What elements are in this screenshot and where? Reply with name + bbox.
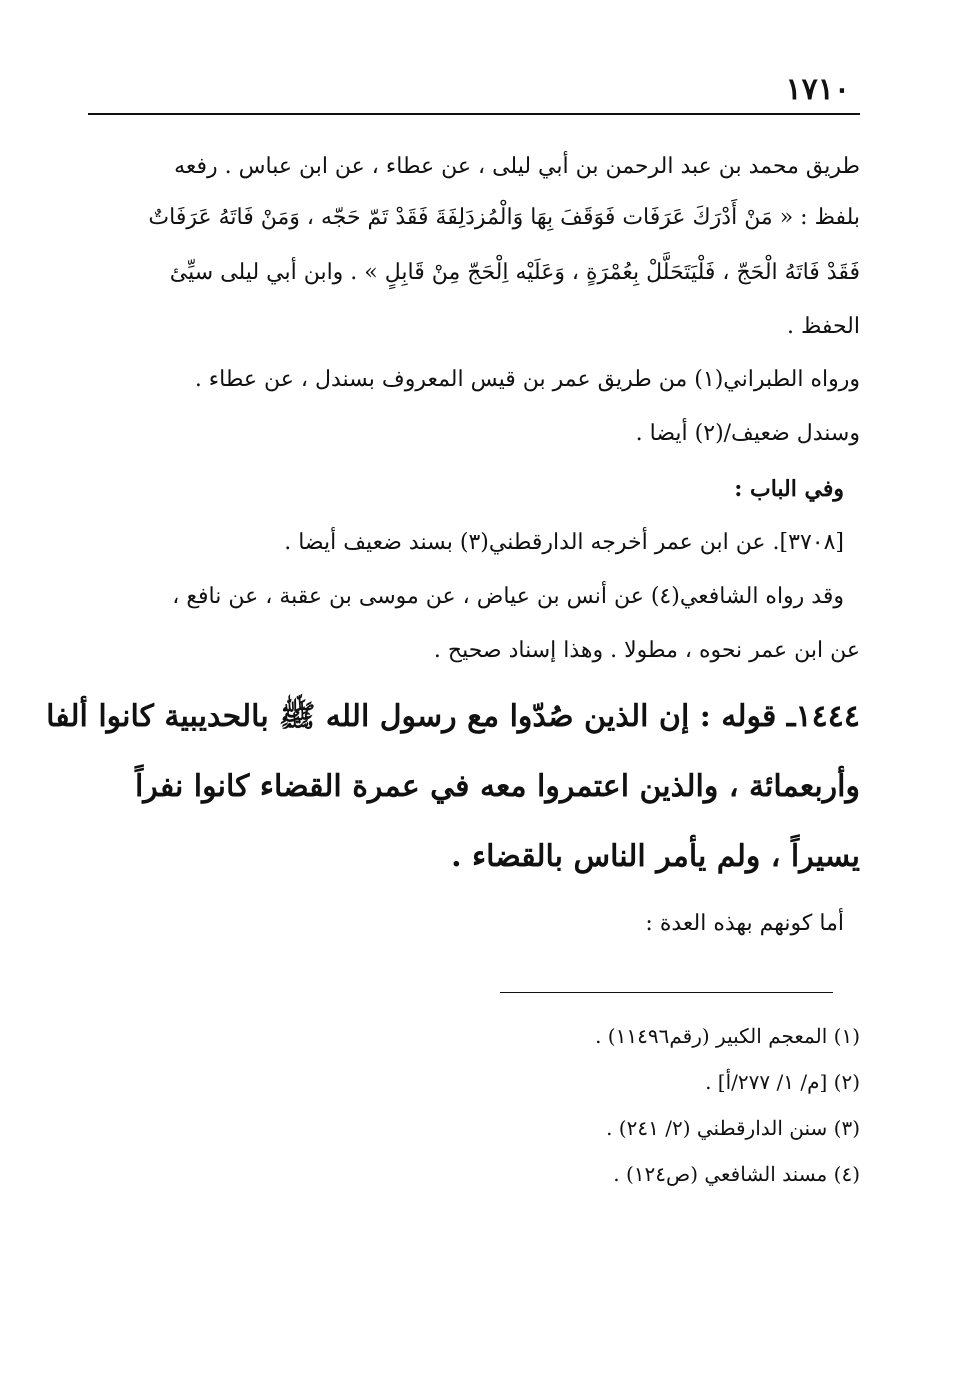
body-line-8: [٣٧٠٨]. عن ابن عمر أخرجه الدارقطني(٣) بسند ضعيف أيضا . [284, 530, 844, 555]
body-line-1: طريق محمد بن عبد الرحمن بن أبي ليلى ، عن عطاء ، عن ابن عباس . رفعه [174, 154, 860, 179]
section-label: وفي الباب : [734, 476, 844, 502]
body-line-4: الحفظ . [786, 314, 860, 339]
footnote-2: (٢) [م/ ١/ ٢٧٧/أ] . [705, 1070, 860, 1094]
body-line-3: فَقَدْ فَاتَهُ الْحَجّ ، فَلْيَتَحَلَّلْ بِعُمْرَةٍ ، وَعَلَيْه اِلْحَجّ مِنْ قَابِلٍ » . وابن أبي ليلى سيِّئ [169, 260, 860, 285]
heading-line-1: ١٤٤٤ـ قوله : إن الذين صُدّوا مع رسول الله ﷺ بالحديبية كانوا ألفا [46, 699, 860, 734]
body-line-6: وسندل ضعيف/(٢) أيضا . [635, 421, 860, 446]
footnote-4: (٤) مسند الشافعي (ص١٢٤) . [613, 1162, 860, 1186]
body-line-5: ورواه الطبراني(١) من طريق عمر بن قيس المعروف بسندل ، عن عطاء . [194, 367, 860, 392]
footnote-rule [500, 992, 833, 993]
body-line-2: بلفظ : « مَنْ أَدْرَكَ عَرَفَات فَوَقَفَ بِهَا وَالْمُزدَلِفَةَ فَقَدْ تَمّ حَجّه ، وَمَنْ فَاتَهُ عَرَفَاتٌ [148, 205, 860, 230]
heading-line-2: وأربعمائة ، والذين اعتمروا معه في عمرة القضاء كانوا نفراً [134, 769, 860, 804]
page-number: ١٧١٠ [785, 72, 850, 107]
footnote-1: (١) المعجم الكبير (رقم١١٤٩٦) . [595, 1024, 860, 1048]
body-line-10: عن ابن عمر نحوه ، مطولا . وهذا إسناد صحيح . [433, 638, 860, 663]
body-line-9: وقد رواه الشافعي(٤) عن أنس بن عياض ، عن موسى بن عقبة ، عن نافع ، [172, 584, 844, 609]
footnote-3: (٣) سنن الدارقطني (٢/ ٢٤١) . [606, 1116, 860, 1140]
body-after-heading: أما كونهم بهذه العدة : [645, 911, 844, 936]
heading-line-3: يسيراً ، ولم يأمر الناس بالقضاء . [451, 839, 860, 874]
header-rule [88, 113, 860, 115]
